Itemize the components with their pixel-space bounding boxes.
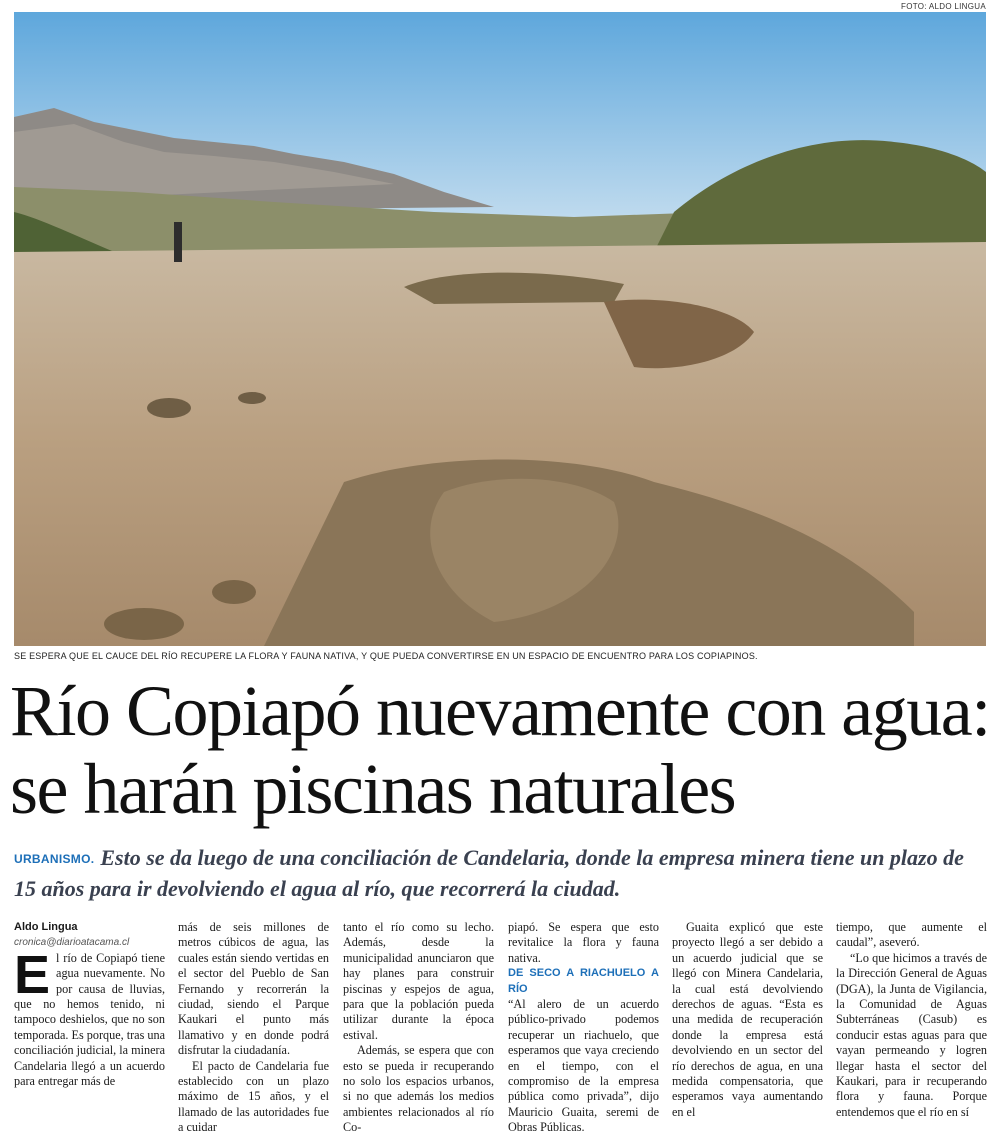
article-column-2 (178, 920, 329, 1135)
article-paragraph: tiempo, que aumente el caudal”, aseveró. (836, 920, 987, 950)
article-column-3 (343, 920, 494, 1135)
paragraph-text: l río de Copiapó tiene agua nuevamente. No por causa de lluvias, que no hemos tenido, ni tampoco deshielos, que no son temporada. Es porque, tras una conciliación judicial, la minera Candelaria llegó a un acuerdo para entregar más de (14, 950, 165, 1089)
article-body (14, 920, 987, 1135)
article-paragraph: piapó. Se espera que esto revitalice la flora y fauna nativa. (508, 920, 659, 965)
lead-text: Esto se da luego de una conciliación de Candelaria, donde la empresa minera tiene un plazo de 15 años para ir devolviendo el agua al río, que recorrerá la ciudad. (14, 845, 964, 901)
author-name: Aldo Lingua (14, 921, 78, 933)
article-paragraph: Guaita explicó que este proyecto llegó a ser debido a un acuerdo judicial que se llegó con Minera Candelaria, la cual está devolviendo derechos de aguas. “Esta es una medida de recuperación donde la empresa está devolviendo en un sector del río derechos de agua, en una medida compensatoria, que esperamos vaya aumentando en el (672, 920, 823, 1119)
photo-caption: SE ESPERA QUE EL CAUCE DEL RÍO RECUPERE LA FLORA Y FAUNA NATIVA, Y QUE PUEDA CONVERTIRSE EN UN ESPACIO DE ENCUENTRO PARA LOS COPIAPINOS. (14, 651, 758, 661)
section-subhead: DE SECO A RIACHUELO A RÍO (508, 967, 659, 995)
headline: Río Copiapó nuevamente con agua: se harán piscinas naturales (10, 671, 990, 829)
drop-cap: E (14, 944, 51, 1005)
article-paragraph: “Al alero de un acuerdo público-privado podemos recuperar un riachuelo, que esperamos que vaya creciendo en el tiempo, con el compromiso de la empresa pública como privada”, dijo Mauricio Guaita, seremi de Obras Públicas. (508, 997, 659, 1135)
article-paragraph: más de seis millones de metros cúbicos de agua, las cuales están siendo vertidas en el sector del Pueblo de San Fernando y recorrerán la ciudad, siendo el Parque Kaukari el punto más llamativo y en donde podrá disfrutar la ciudadanía. (178, 920, 329, 1058)
article-paragraph: tanto el río como su lecho. Además, desde la municipalidad anunciaron que hay planes para construir piscinas y espejos de agua, para que la población pueda utilizar durante la época estival. (343, 920, 494, 1042)
article-column-4 (508, 920, 659, 1135)
author-email: cronica@diarioatacama.cl (14, 937, 130, 949)
section-kicker: URBANISMO. (14, 852, 95, 866)
lead-paragraph (14, 843, 984, 904)
article-column-1 (14, 920, 165, 1111)
river-photo (14, 12, 986, 646)
article-paragraph: “Lo que hicimos a través de la Dirección General de Aguas (DGA), la Junta de Vigilancia, la Comunidad de Aguas Subterráneas (Casub) es conducir estas aguas para que vayan permeando y logren llegar hasta el sector del Kaukari, para ir recuperando flora y fauna. Porque entendemos que el río en sí (836, 950, 987, 1119)
article-paragraph (14, 944, 165, 1090)
article-paragraph: Además, se espera que con esto se pueda ir recuperando no solo los espacios urbanos, si no que además los medios ambientes relacionados al río Co- (343, 1043, 494, 1135)
photo-credit: FOTO: ALDO LINGUA (901, 2, 986, 11)
article-paragraph: El pacto de Candelaria fue establecido con un plazo máximo de 15 años, y el llamado de las autoridades fue a cuidar (178, 1058, 329, 1135)
article-column-6 (836, 920, 987, 1119)
river-landscape-image (14, 12, 986, 646)
article-column-5 (672, 920, 823, 1119)
